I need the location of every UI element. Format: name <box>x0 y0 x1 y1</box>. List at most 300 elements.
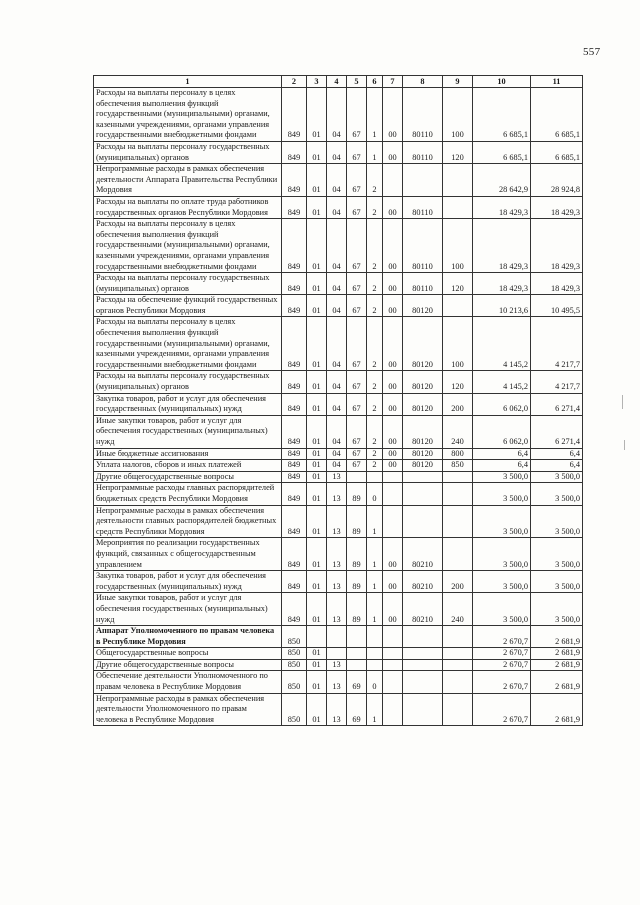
event-code-cell: 00 <box>383 538 403 571</box>
program-code-cell: 69 <box>347 693 367 726</box>
amount-year-1-cell: 3 500,0 <box>473 593 531 626</box>
amount-year-1-cell: 6 062,0 <box>473 415 531 448</box>
subprogram-code-cell: 2 <box>367 371 383 393</box>
ministry-code-cell: 849 <box>282 571 307 593</box>
ministry-code-cell: 850 <box>282 648 307 660</box>
amount-year-2-cell: 3 500,0 <box>531 471 583 483</box>
table-row <box>94 626 583 648</box>
section-code-cell: 01 <box>307 141 327 163</box>
row-label: Расходы на выплаты персоналу в целях обеспечения выполнения функций государственными (муниципальными) органами, казенными учреждениями, органами управления государственными внебюджетными фондами <box>94 317 282 371</box>
amount-year-1-cell: 4 145,2 <box>473 371 531 393</box>
event-code-cell <box>383 164 403 197</box>
subsection-code-cell: 13 <box>327 693 347 726</box>
expense-type-code-cell <box>443 295 473 317</box>
subprogram-code-cell: 0 <box>367 483 383 505</box>
event-code-cell: 00 <box>383 196 403 218</box>
program-code-cell: 67 <box>347 295 367 317</box>
row-label: Непрограммные расходы в рамках обеспечения деятельности Уполномоченного по правам человека в Республике Мордовия <box>94 693 282 726</box>
amount-year-2-cell: 4 217,7 <box>531 371 583 393</box>
direction-code-cell: 80110 <box>403 219 443 273</box>
subsection-code-cell: 13 <box>327 505 347 538</box>
program-code-cell: 67 <box>347 317 367 371</box>
amount-year-1-cell: 3 500,0 <box>473 471 531 483</box>
direction-code-cell: 80110 <box>403 88 443 142</box>
event-code-cell: 00 <box>383 448 403 460</box>
subprogram-code-cell: 2 <box>367 295 383 317</box>
table-row <box>94 219 583 273</box>
section-code-cell: 01 <box>307 571 327 593</box>
program-code-cell: 67 <box>347 196 367 218</box>
section-code-cell: 01 <box>307 483 327 505</box>
expense-type-code-cell: 100 <box>443 219 473 273</box>
ministry-code-cell: 849 <box>282 460 307 472</box>
event-code-cell <box>383 671 403 693</box>
row-label: Закупка товаров, работ и услуг для обеспечения государственных (муниципальных) нужд <box>94 393 282 415</box>
amount-year-2-cell: 2 681,9 <box>531 626 583 648</box>
subsection-code-cell: 04 <box>327 88 347 142</box>
subprogram-code-cell: 1 <box>367 141 383 163</box>
table-row <box>94 164 583 197</box>
amount-year-2-cell: 2 681,9 <box>531 659 583 671</box>
subsection-code-cell: 04 <box>327 164 347 197</box>
table-row <box>94 317 583 371</box>
row-label: Расходы на обеспечение функций государственных органов Республики Мордовия <box>94 295 282 317</box>
event-code-cell: 00 <box>383 593 403 626</box>
event-code-cell: 00 <box>383 415 403 448</box>
section-code-cell: 01 <box>307 460 327 472</box>
table-row <box>94 448 583 460</box>
amount-year-1-cell: 18 429,3 <box>473 219 531 273</box>
subsection-code-cell: 04 <box>327 196 347 218</box>
event-code-cell: 00 <box>383 393 403 415</box>
subprogram-code-cell: 2 <box>367 393 383 415</box>
section-code-cell: 01 <box>307 648 327 660</box>
column-header-4: 4 <box>327 76 347 88</box>
amount-year-1-cell: 6,4 <box>473 460 531 472</box>
section-code-cell: 01 <box>307 164 327 197</box>
event-code-cell <box>383 659 403 671</box>
expense-type-code-cell: 800 <box>443 448 473 460</box>
table-row <box>94 571 583 593</box>
event-code-cell: 00 <box>383 460 403 472</box>
ministry-code-cell: 849 <box>282 371 307 393</box>
section-code-cell <box>307 626 327 648</box>
program-code-cell: 67 <box>347 273 367 295</box>
ministry-code-cell: 849 <box>282 505 307 538</box>
event-code-cell <box>383 693 403 726</box>
subprogram-code-cell: 1 <box>367 505 383 538</box>
amount-year-1-cell: 4 145,2 <box>473 317 531 371</box>
row-label: Расходы на выплаты персоналу государственных (муниципальных) органов <box>94 371 282 393</box>
expense-type-code-cell: 100 <box>443 317 473 371</box>
amount-year-1-cell: 2 670,7 <box>473 659 531 671</box>
expense-type-code-cell <box>443 483 473 505</box>
event-code-cell <box>383 471 403 483</box>
section-code-cell: 01 <box>307 671 327 693</box>
section-code-cell: 01 <box>307 693 327 726</box>
subsection-code-cell: 13 <box>327 471 347 483</box>
amount-year-2-cell: 3 500,0 <box>531 483 583 505</box>
column-header-11: 11 <box>531 76 583 88</box>
row-label: Расходы на выплаты по оплате труда работников государственных органов Республики Мордовия <box>94 196 282 218</box>
row-label: Расходы на выплаты персоналу государственных (муниципальных) органов <box>94 273 282 295</box>
amount-year-1-cell: 6 685,1 <box>473 141 531 163</box>
row-label: Непрограммные расходы в рамках обеспечения деятельности Аппарата Правительства Республики Мордовия <box>94 164 282 197</box>
amount-year-2-cell: 6,4 <box>531 460 583 472</box>
subprogram-code-cell: 2 <box>367 196 383 218</box>
subsection-code-cell: 04 <box>327 460 347 472</box>
program-code-cell: 89 <box>347 505 367 538</box>
amount-year-1-cell: 18 429,3 <box>473 196 531 218</box>
ministry-code-cell: 850 <box>282 693 307 726</box>
table-row <box>94 273 583 295</box>
amount-year-1-cell: 10 213,6 <box>473 295 531 317</box>
subsection-code-cell: 04 <box>327 393 347 415</box>
row-label: Иные бюджетные ассигнования <box>94 448 282 460</box>
amount-year-2-cell: 3 500,0 <box>531 593 583 626</box>
row-label: Иные закупки товаров, работ и услуг для обеспечения государственных (муниципальных) нужд <box>94 415 282 448</box>
amount-year-1-cell: 2 670,7 <box>473 671 531 693</box>
event-code-cell: 00 <box>383 317 403 371</box>
direction-code-cell: 80110 <box>403 196 443 218</box>
amount-year-2-cell: 2 681,9 <box>531 693 583 726</box>
ministry-code-cell: 849 <box>282 415 307 448</box>
section-code-cell: 01 <box>307 538 327 571</box>
row-label: Закупка товаров, работ и услуг для обеспечения государственных (муниципальных) нужд <box>94 571 282 593</box>
subprogram-code-cell <box>367 659 383 671</box>
scan-artifact <box>622 395 623 409</box>
program-code-cell: 89 <box>347 571 367 593</box>
subprogram-code-cell <box>367 471 383 483</box>
table-row <box>94 371 583 393</box>
subprogram-code-cell: 2 <box>367 219 383 273</box>
row-label: Расходы на выплаты персоналу в целях обеспечения выполнения функций государственными (муниципальными) органами, казенными учреждениями, органами управления государственными внебюджетными фондами <box>94 219 282 273</box>
section-code-cell: 01 <box>307 196 327 218</box>
expense-type-code-cell: 240 <box>443 593 473 626</box>
row-label: Расходы на выплаты персоналу государственных (муниципальных) органов <box>94 141 282 163</box>
subprogram-code-cell: 1 <box>367 88 383 142</box>
amount-year-2-cell: 6 685,1 <box>531 88 583 142</box>
table-row <box>94 88 583 142</box>
expense-type-code-cell: 850 <box>443 460 473 472</box>
table-row <box>94 393 583 415</box>
ministry-code-cell: 849 <box>282 483 307 505</box>
direction-code-cell <box>403 164 443 197</box>
section-code-cell: 01 <box>307 88 327 142</box>
direction-code-cell <box>403 471 443 483</box>
amount-year-2-cell: 18 429,3 <box>531 273 583 295</box>
amount-year-2-cell: 2 681,9 <box>531 648 583 660</box>
subprogram-code-cell: 2 <box>367 448 383 460</box>
ministry-code-cell: 849 <box>282 88 307 142</box>
table-row <box>94 671 583 693</box>
section-code-cell: 01 <box>307 393 327 415</box>
ministry-code-cell: 849 <box>282 538 307 571</box>
section-code-cell: 01 <box>307 371 327 393</box>
program-code-cell: 67 <box>347 141 367 163</box>
column-header-3: 3 <box>307 76 327 88</box>
amount-year-2-cell: 3 500,0 <box>531 571 583 593</box>
amount-year-2-cell: 10 495,5 <box>531 295 583 317</box>
expense-type-code-cell <box>443 164 473 197</box>
direction-code-cell: 80210 <box>403 538 443 571</box>
program-code-cell <box>347 648 367 660</box>
program-code-cell: 67 <box>347 88 367 142</box>
ministry-code-cell: 849 <box>282 196 307 218</box>
event-code-cell: 00 <box>383 219 403 273</box>
column-header-1: 1 <box>94 76 282 88</box>
program-code-cell <box>347 471 367 483</box>
amount-year-1-cell: 2 670,7 <box>473 626 531 648</box>
direction-code-cell: 80120 <box>403 317 443 371</box>
direction-code-cell <box>403 671 443 693</box>
event-code-cell: 00 <box>383 295 403 317</box>
ministry-code-cell: 849 <box>282 448 307 460</box>
program-code-cell: 67 <box>347 164 367 197</box>
section-code-cell: 01 <box>307 219 327 273</box>
section-code-cell: 01 <box>307 415 327 448</box>
ministry-code-cell: 849 <box>282 141 307 163</box>
table-row <box>94 659 583 671</box>
subsection-code-cell: 04 <box>327 273 347 295</box>
row-label: Обеспечение деятельности Уполномоченного по правам человека в Республике Мордовия <box>94 671 282 693</box>
subsection-code-cell: 13 <box>327 593 347 626</box>
amount-year-2-cell: 6 685,1 <box>531 141 583 163</box>
subsection-code-cell: 04 <box>327 371 347 393</box>
amount-year-1-cell: 2 670,7 <box>473 648 531 660</box>
table-row <box>94 295 583 317</box>
column-header-2: 2 <box>282 76 307 88</box>
expense-type-code-cell <box>443 538 473 571</box>
subsection-code-cell: 04 <box>327 219 347 273</box>
expense-type-code-cell <box>443 659 473 671</box>
program-code-cell: 67 <box>347 371 367 393</box>
row-label: Непрограммные расходы главных распорядителей бюджетных средств Республики Мордовия <box>94 483 282 505</box>
table-row <box>94 141 583 163</box>
direction-code-cell <box>403 693 443 726</box>
direction-code-cell <box>403 659 443 671</box>
program-code-cell <box>347 626 367 648</box>
direction-code-cell: 80210 <box>403 571 443 593</box>
section-code-cell: 01 <box>307 659 327 671</box>
direction-code-cell: 80110 <box>403 141 443 163</box>
subsection-code-cell: 04 <box>327 295 347 317</box>
amount-year-2-cell: 4 217,7 <box>531 317 583 371</box>
row-label: Иные закупки товаров, работ и услуг для обеспечения государственных (муниципальных) нужд <box>94 593 282 626</box>
row-label: Мероприятия по реализации государственных функций, связанных с общегосударственным управлением <box>94 538 282 571</box>
ministry-code-cell: 849 <box>282 593 307 626</box>
column-header-10: 10 <box>473 76 531 88</box>
expense-type-code-cell <box>443 505 473 538</box>
subsection-code-cell: 13 <box>327 671 347 693</box>
table-row <box>94 483 583 505</box>
row-label: Другие общегосударственные вопросы <box>94 471 282 483</box>
table-row <box>94 593 583 626</box>
ministry-code-cell: 850 <box>282 659 307 671</box>
section-code-cell: 01 <box>307 593 327 626</box>
subsection-code-cell: 04 <box>327 141 347 163</box>
section-code-cell: 01 <box>307 273 327 295</box>
section-code-cell: 01 <box>307 317 327 371</box>
page-number: 557 <box>583 46 601 58</box>
amount-year-2-cell: 6 271,4 <box>531 415 583 448</box>
ministry-code-cell: 849 <box>282 164 307 197</box>
budget-table <box>93 75 583 726</box>
program-code-cell: 89 <box>347 538 367 571</box>
table-row <box>94 196 583 218</box>
subprogram-code-cell: 2 <box>367 273 383 295</box>
subprogram-code-cell: 1 <box>367 538 383 571</box>
direction-code-cell: 80120 <box>403 393 443 415</box>
event-code-cell: 00 <box>383 571 403 593</box>
subsection-code-cell <box>327 648 347 660</box>
subsection-code-cell <box>327 626 347 648</box>
section-code-cell: 01 <box>307 448 327 460</box>
program-code-cell: 89 <box>347 483 367 505</box>
direction-code-cell: 80110 <box>403 273 443 295</box>
direction-code-cell: 80120 <box>403 460 443 472</box>
expense-type-code-cell: 120 <box>443 273 473 295</box>
row-label: Уплата налогов, сборов и иных платежей <box>94 460 282 472</box>
amount-year-2-cell: 3 500,0 <box>531 538 583 571</box>
ministry-code-cell: 849 <box>282 273 307 295</box>
expense-type-code-cell: 200 <box>443 393 473 415</box>
subprogram-code-cell: 2 <box>367 415 383 448</box>
column-header-7: 7 <box>383 76 403 88</box>
direction-code-cell: 80210 <box>403 593 443 626</box>
section-code-cell: 01 <box>307 505 327 538</box>
direction-code-cell: 80120 <box>403 415 443 448</box>
expense-type-code-cell <box>443 196 473 218</box>
subsection-code-cell: 04 <box>327 448 347 460</box>
subsection-code-cell: 04 <box>327 415 347 448</box>
table-row <box>94 460 583 472</box>
ministry-code-cell: 849 <box>282 393 307 415</box>
expense-type-code-cell <box>443 671 473 693</box>
table-row <box>94 505 583 538</box>
section-code-cell: 01 <box>307 471 327 483</box>
subsection-code-cell: 13 <box>327 659 347 671</box>
program-code-cell: 89 <box>347 593 367 626</box>
subprogram-code-cell: 0 <box>367 671 383 693</box>
direction-code-cell: 80120 <box>403 448 443 460</box>
direction-code-cell <box>403 648 443 660</box>
ministry-code-cell: 850 <box>282 626 307 648</box>
direction-code-cell <box>403 505 443 538</box>
subprogram-code-cell: 1 <box>367 693 383 726</box>
row-label: Другие общегосударственные вопросы <box>94 659 282 671</box>
event-code-cell: 00 <box>383 141 403 163</box>
row-label: Расходы на выплаты персоналу в целях обеспечения выполнения функций государственными (муниципальными) органами, казенными учреждениями, органами управления государственными внебюджетными фондами <box>94 88 282 142</box>
ministry-code-cell: 849 <box>282 317 307 371</box>
amount-year-1-cell: 3 500,0 <box>473 538 531 571</box>
event-code-cell <box>383 505 403 538</box>
table-row <box>94 471 583 483</box>
amount-year-1-cell: 6 685,1 <box>473 88 531 142</box>
subsection-code-cell: 13 <box>327 538 347 571</box>
column-header-9: 9 <box>443 76 473 88</box>
event-code-cell <box>383 626 403 648</box>
scan-artifact <box>624 440 625 450</box>
header-row <box>94 76 583 88</box>
direction-code-cell: 80120 <box>403 371 443 393</box>
ministry-code-cell: 850 <box>282 671 307 693</box>
program-code-cell: 67 <box>347 460 367 472</box>
expense-type-code-cell <box>443 648 473 660</box>
event-code-cell <box>383 483 403 505</box>
column-header-6: 6 <box>367 76 383 88</box>
program-code-cell: 67 <box>347 448 367 460</box>
program-code-cell: 67 <box>347 393 367 415</box>
row-label: Общегосударственные вопросы <box>94 648 282 660</box>
expense-type-code-cell: 120 <box>443 141 473 163</box>
row-label: Аппарат Уполномоченного по правам человека в Республике Мордовия <box>94 626 282 648</box>
direction-code-cell <box>403 626 443 648</box>
amount-year-2-cell: 28 924,8 <box>531 164 583 197</box>
subprogram-code-cell <box>367 626 383 648</box>
amount-year-1-cell: 3 500,0 <box>473 571 531 593</box>
subprogram-code-cell: 1 <box>367 593 383 626</box>
ministry-code-cell: 849 <box>282 219 307 273</box>
amount-year-2-cell: 6 271,4 <box>531 393 583 415</box>
direction-code-cell: 80120 <box>403 295 443 317</box>
table-row <box>94 693 583 726</box>
subprogram-code-cell: 2 <box>367 164 383 197</box>
program-code-cell: 67 <box>347 415 367 448</box>
subsection-code-cell: 13 <box>327 483 347 505</box>
ministry-code-cell: 849 <box>282 295 307 317</box>
expense-type-code-cell <box>443 693 473 726</box>
amount-year-2-cell: 18 429,3 <box>531 196 583 218</box>
amount-year-1-cell: 6 062,0 <box>473 393 531 415</box>
subsection-code-cell: 13 <box>327 571 347 593</box>
subsection-code-cell: 04 <box>327 317 347 371</box>
amount-year-2-cell: 3 500,0 <box>531 505 583 538</box>
subprogram-code-cell <box>367 648 383 660</box>
subprogram-code-cell: 1 <box>367 571 383 593</box>
program-code-cell: 67 <box>347 219 367 273</box>
event-code-cell: 00 <box>383 88 403 142</box>
column-header-8: 8 <box>403 76 443 88</box>
program-code-cell: 69 <box>347 671 367 693</box>
table-row <box>94 415 583 448</box>
amount-year-1-cell: 18 429,3 <box>473 273 531 295</box>
direction-code-cell <box>403 483 443 505</box>
amount-year-1-cell: 3 500,0 <box>473 483 531 505</box>
event-code-cell: 00 <box>383 371 403 393</box>
expense-type-code-cell: 240 <box>443 415 473 448</box>
event-code-cell <box>383 648 403 660</box>
expense-type-code-cell: 200 <box>443 571 473 593</box>
section-code-cell: 01 <box>307 295 327 317</box>
expense-type-code-cell: 100 <box>443 88 473 142</box>
amount-year-2-cell: 2 681,9 <box>531 671 583 693</box>
amount-year-1-cell: 6,4 <box>473 448 531 460</box>
amount-year-1-cell: 3 500,0 <box>473 505 531 538</box>
expense-type-code-cell: 120 <box>443 371 473 393</box>
column-header-5: 5 <box>347 76 367 88</box>
table-body <box>94 88 583 726</box>
ministry-code-cell: 849 <box>282 471 307 483</box>
amount-year-2-cell: 6,4 <box>531 448 583 460</box>
event-code-cell: 00 <box>383 273 403 295</box>
table-row <box>94 648 583 660</box>
amount-year-2-cell: 18 429,3 <box>531 219 583 273</box>
amount-year-1-cell: 28 642,9 <box>473 164 531 197</box>
expense-type-code-cell <box>443 471 473 483</box>
expense-type-code-cell <box>443 626 473 648</box>
subprogram-code-cell: 2 <box>367 317 383 371</box>
